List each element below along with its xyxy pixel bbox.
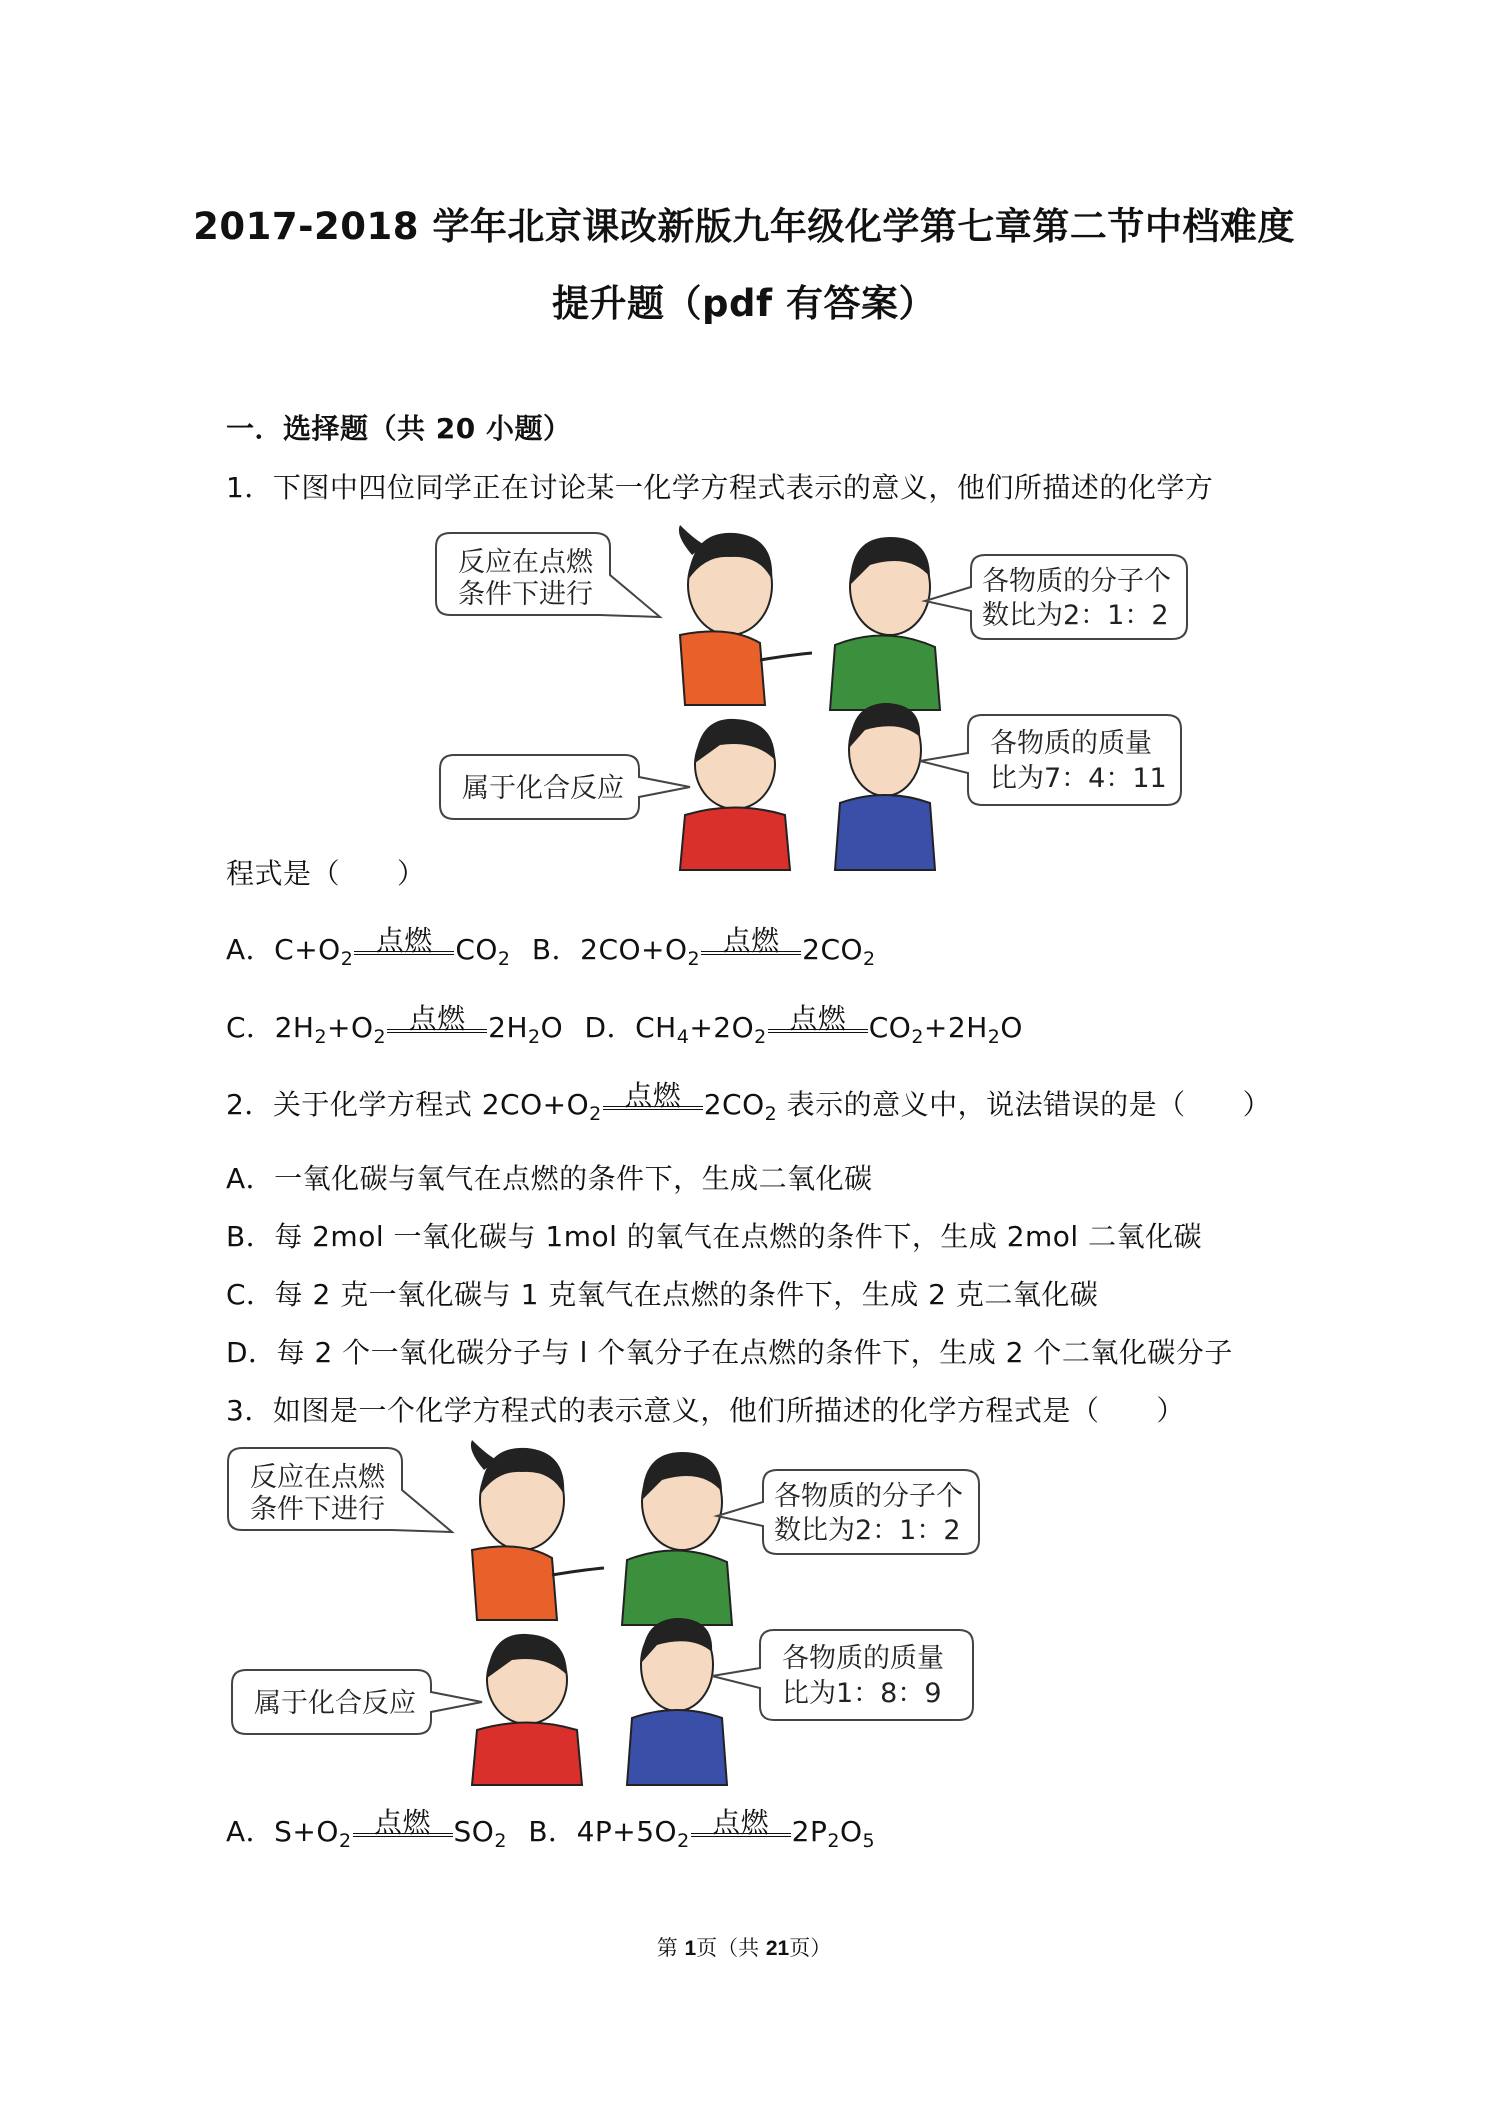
red-boy-figure	[680, 719, 790, 870]
q1-option-b-label: B．	[531, 933, 581, 966]
q3-option-a-right: SO	[453, 1815, 495, 1848]
q3-options-ab	[226, 1806, 876, 1852]
reaction-condition: 点燃	[789, 1002, 847, 1035]
subscript: 2	[677, 1830, 690, 1852]
blue-boy-figure	[835, 703, 935, 870]
reaction-arrow	[353, 1806, 453, 1841]
q1-option-c-mid: +O	[327, 1011, 374, 1044]
reaction-arrow	[603, 1079, 703, 1114]
q3-bubble-top-left	[228, 1448, 452, 1532]
q3-stem: 3．如图是一个化学方程式的表示意义，他们所描述的化学方程式是（ ）	[226, 1394, 1185, 1427]
q1-option-b-right: 2CO	[802, 933, 864, 966]
doc-title-line2: 提升题（pdf 有答案）	[552, 282, 936, 325]
q3-option-b-right: 2P	[791, 1815, 828, 1848]
q1-figure	[430, 525, 1200, 875]
q3-bubble-tr-l1: 各物质的分子个	[774, 1481, 963, 1512]
subscript: 2	[754, 1026, 767, 1048]
reaction-condition: 点燃	[408, 1002, 466, 1035]
subscript: 2	[827, 1830, 840, 1852]
footer-post: 页）	[789, 1936, 832, 1960]
q1-option-b-left: 2CO+O	[580, 933, 688, 966]
q3-bubble-top-right	[717, 1470, 979, 1554]
reaction-arrow	[701, 924, 801, 959]
q1-stem: 1．下图中四位同学正在讨论某一化学方程式表示的意义，他们所描述的化学方	[226, 471, 1214, 504]
q3-option-b-label: B．	[528, 1815, 577, 1848]
q1-option-c-right: 2H	[488, 1011, 528, 1044]
subscript: 2	[687, 948, 701, 970]
subscript: 2	[589, 1103, 602, 1125]
q1-options-ab	[226, 924, 876, 970]
q3-option-b-right-mid: O	[839, 1815, 863, 1848]
reaction-condition: 点燃	[624, 1079, 682, 1112]
q2-stem	[226, 1079, 1272, 1125]
q1-bubble-tr-l2: 数比为2：1：2	[982, 600, 1169, 631]
q1-bubble-tr-l1: 各物质的分子个	[982, 566, 1171, 597]
q1-bubble-br-l2: 比为7：4：11	[990, 763, 1167, 794]
q1-option-d-label: D．	[584, 1011, 636, 1044]
subscript: 2	[863, 948, 876, 970]
subscript: 2	[338, 1830, 352, 1852]
q3-option-a-left: S+O	[274, 1815, 339, 1848]
q1-option-c-tail: O	[540, 1011, 564, 1044]
q3-bubble-tl-l2: 条件下进行	[250, 1494, 385, 1525]
subscript: 2	[340, 948, 354, 970]
q1-options-cd	[226, 1002, 1023, 1048]
q1-option-d-left: CH	[635, 1011, 677, 1044]
reaction-arrow	[691, 1806, 791, 1841]
q3-bubble-bl-l1: 属于化合反应	[254, 1688, 416, 1719]
subscript: 2	[494, 1830, 507, 1852]
q3-bubble-bottom-right	[712, 1630, 973, 1720]
q1-option-d-right-mid: +2H	[923, 1011, 988, 1044]
footer-page-total: 21	[765, 1937, 790, 1960]
q1-option-d-right: CO	[868, 1011, 912, 1044]
blue-boy-figure	[627, 1618, 727, 1785]
reaction-arrow	[387, 1002, 487, 1037]
q1-bubble-bl-l1: 属于化合反应	[462, 773, 624, 804]
subscript: 2	[314, 1026, 328, 1048]
q1-bubble-br-l1: 各物质的质量	[990, 728, 1152, 759]
q2-option-a: A．一氧化碳与氧气在点燃的条件下，生成二氧化碳	[226, 1162, 873, 1195]
subscript: 2	[373, 1026, 387, 1048]
q1-bubble-tl-l1: 反应在点燃	[458, 547, 593, 578]
footer-mid: 页（共	[696, 1936, 766, 1960]
subscript: 2	[528, 1026, 541, 1048]
green-boy-figure	[830, 537, 940, 710]
green-boy-figure	[622, 1452, 732, 1625]
subscript: 2	[911, 1026, 924, 1048]
subscript: 4	[676, 1026, 690, 1048]
reaction-arrow	[768, 1002, 868, 1037]
footer-pre: 第	[656, 1936, 685, 1960]
reaction-condition: 点燃	[375, 924, 433, 957]
q3-bubble-tr-l2: 数比为2：1：2	[774, 1515, 961, 1546]
section-heading: 一．选择题（共 20 小题）	[226, 412, 572, 445]
subscript: 5	[862, 1830, 876, 1852]
q1-bubble-bottom-left	[440, 755, 690, 819]
q3-option-a-label: A．	[226, 1815, 275, 1848]
q3-bubble-tl-l1: 反应在点燃	[250, 1462, 385, 1493]
q3-option-b-left: 4P+5O	[576, 1815, 678, 1848]
q1-bubble-bottom-right	[920, 715, 1181, 805]
q3-bubble-br-l2: 比为1：8：9	[782, 1678, 942, 1709]
q1-option-a-left: C+O	[274, 933, 341, 966]
q1-bubble-tl-l2: 条件下进行	[458, 579, 593, 610]
subscript: 2	[497, 948, 511, 970]
q1-option-c-left: 2H	[274, 1011, 315, 1044]
q2-stem-post: 表示的意义中，说法错误的是（ ）	[777, 1088, 1272, 1121]
page-footer	[0, 1932, 1488, 1962]
q1-option-a-label: A．	[226, 933, 275, 966]
q1-option-d-tail: O	[1000, 1011, 1023, 1044]
subscript: 2	[764, 1103, 778, 1125]
girl-figure	[471, 1440, 604, 1620]
q2-option-d: D．每 2 个一氧化碳分子与 l 个氧分子在点燃的条件下，生成 2 个二氧化碳分子	[226, 1336, 1233, 1369]
q2-option-c: C．每 2 克一氧化碳与 1 克氧气在点燃的条件下，生成 2 克二氧化碳	[226, 1278, 1099, 1311]
q3-bubble-br-l1: 各物质的质量	[782, 1643, 944, 1674]
q3-bubble-bottom-left	[232, 1670, 482, 1734]
q1-bubble-top-right	[925, 555, 1187, 639]
footer-page-number: 1	[684, 1937, 697, 1960]
q1-bubble-top-left	[436, 533, 660, 617]
q1-option-a-right: CO	[455, 933, 498, 966]
q2-stem-pre: 2．关于化学方程式 2CO+O	[226, 1088, 590, 1121]
q2-stem-right: 2CO	[703, 1088, 765, 1121]
reaction-condition: 点燃	[712, 1806, 770, 1839]
red-boy-figure	[472, 1634, 582, 1785]
reaction-arrow	[354, 924, 454, 959]
q3-figure	[222, 1440, 992, 1790]
subscript: 2	[987, 1026, 1001, 1048]
q1-stem-cont: 程式是（ ）	[226, 857, 426, 890]
reaction-condition: 点燃	[722, 924, 780, 957]
doc-title-line1: 2017-2018 学年北京课改新版九年级化学第七章第二节中档难度	[193, 205, 1295, 248]
girl-figure	[679, 525, 812, 705]
reaction-condition: 点燃	[374, 1806, 432, 1839]
q2-option-b: B．每 2mol 一氧化碳与 1mol 的氧气在点燃的条件下，生成 2mol 二氧化碳	[226, 1220, 1203, 1253]
q1-option-d-mid: +2O	[689, 1011, 755, 1044]
q1-option-c-label: C．	[226, 1011, 275, 1044]
